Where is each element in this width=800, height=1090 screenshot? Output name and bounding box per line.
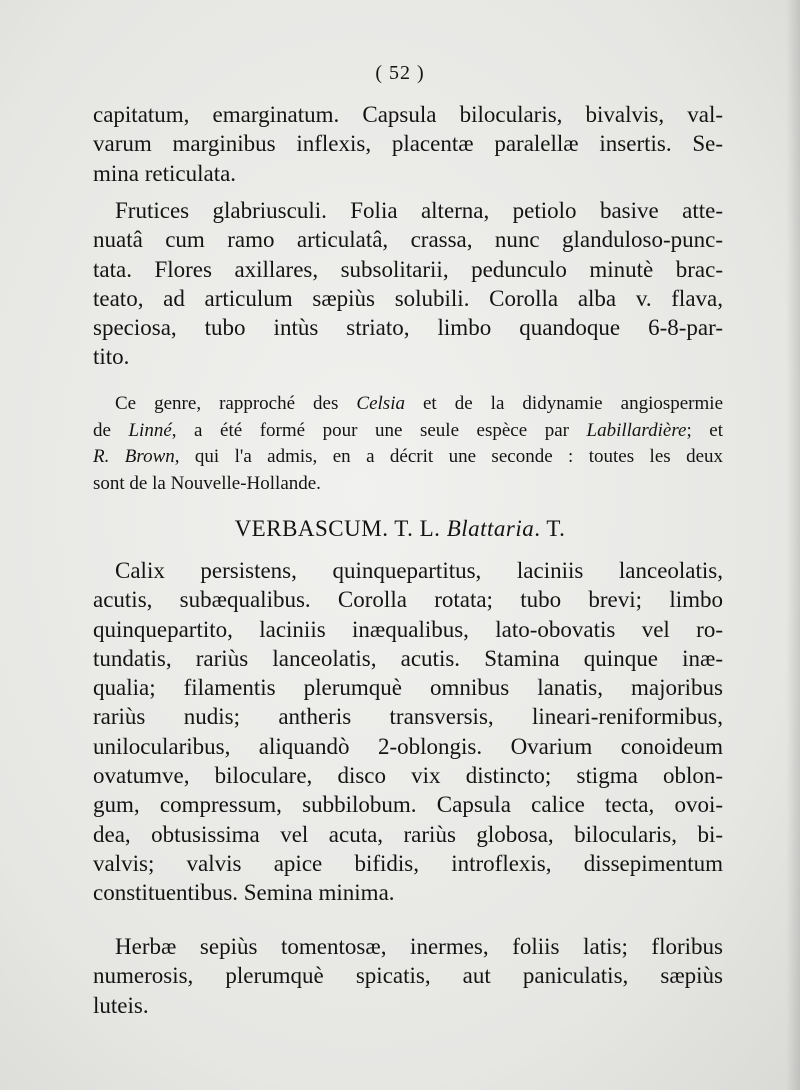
genus-name: VERBASCUM. T. L. [234, 516, 447, 541]
page-number: ( 52 ) [375, 62, 425, 84]
note-italic-celsia: Celsia [356, 393, 405, 414]
note-text: de [93, 419, 129, 441]
note-italic-labillardiere: Labillardière [586, 419, 687, 441]
text-line: varum marginibus inflexis, placentæ paralellæ insertis. Se- [93, 131, 723, 157]
text-line: rariùs nudis; antheris transversis, lineari-reniformibus, [93, 704, 723, 730]
text-line: valvis; valvis apice bifidis, introflexis, dissepimentum [93, 850, 723, 876]
note-line [93, 418, 723, 445]
text-line: gum, compressum, subbilobum. Capsula calice tecta, ovoi- [93, 792, 723, 818]
text-line: ovatumve, biloculare, disco vix distincto; stigma oblon- [93, 763, 723, 789]
text-line: tito. [93, 344, 130, 370]
paragraph-verbascum-description [93, 556, 723, 908]
paragraph-continuation [93, 100, 723, 188]
text-line: nuatâ cum ramo articulatâ, crassa, nunc glanduloso-punc- [93, 227, 723, 253]
text-line: tata. Flores axillares, subsolitarii, pedunculo minutè brac- [93, 256, 723, 282]
note-line: sont de la Nouvelle-Hollande. [93, 472, 321, 494]
note-text: Ce genre, rapproché des [115, 393, 357, 414]
text-line: constituentibus. Semina minima. [93, 880, 395, 906]
text-line: capitatum, emarginatum. Capsula bilocularis, bivalvis, val- [93, 102, 723, 127]
note-line [93, 391, 723, 418]
page-edge-shadow [786, 0, 800, 1090]
text-line: unilocularibus, aliquandò 2-oblongis. Ovarium conoideum [93, 733, 723, 759]
text-line: numerosis, plerumquè spicatis, aut paniculatis, sæpiùs [93, 963, 723, 989]
text-line: luteis. [93, 992, 149, 1018]
genus-suffix: . T. [534, 516, 566, 541]
note-italic-linne: Linné [128, 419, 172, 441]
text-line: acutis, subæqualibus. Corolla rotata; tubo brevi; limbo [93, 587, 723, 613]
text-line: Calix persistens, quinquepartitus, laciniis lanceolatis, [115, 558, 723, 583]
paragraph-verbascum-habit [93, 932, 723, 1020]
note-line [93, 444, 723, 471]
text-line: quinquepartito, laciniis inæqualibus, lato-obovatis vel ro- [93, 616, 723, 642]
text-line: mina reticulata. [93, 160, 237, 186]
text-line: Herbæ sepiùs tomentosæ, inermes, foliis latis; floribus [115, 934, 723, 959]
paragraph-habit [93, 196, 723, 372]
genus-synonym: Blattaria [446, 516, 535, 541]
note-paragraph [93, 391, 723, 497]
text-line: tundatis, rariùs lanceolatis, acutis. Stamina quinque inæ- [93, 645, 723, 671]
text-line: Frutices glabriusculi. Folia alterna, petiolo basive atte- [115, 198, 723, 223]
note-italic-brown: R. Brown [93, 446, 175, 467]
genus-heading [0, 516, 800, 542]
note-text: et de la didynamie angiospermie [404, 393, 723, 414]
text-line: dea, obtusissima vel acuta, rariùs globosa, bilocularis, bi- [93, 821, 723, 847]
text-line: qualia; filamentis plerumquè omnibus lanatis, majoribus [93, 675, 723, 701]
note-text: , qui l'a admis, en a décrit une seconde : toutes les deux [174, 446, 723, 467]
text-line: speciosa, tubo intùs striato, limbo quandoque 6-8-par- [93, 315, 723, 341]
text-line: teato, ad articulum sæpiùs solubili. Corolla alba v. flava, [93, 285, 723, 311]
note-text: ; et [686, 419, 724, 441]
note-text: , a été formé pour une seule espèce par [171, 419, 587, 441]
